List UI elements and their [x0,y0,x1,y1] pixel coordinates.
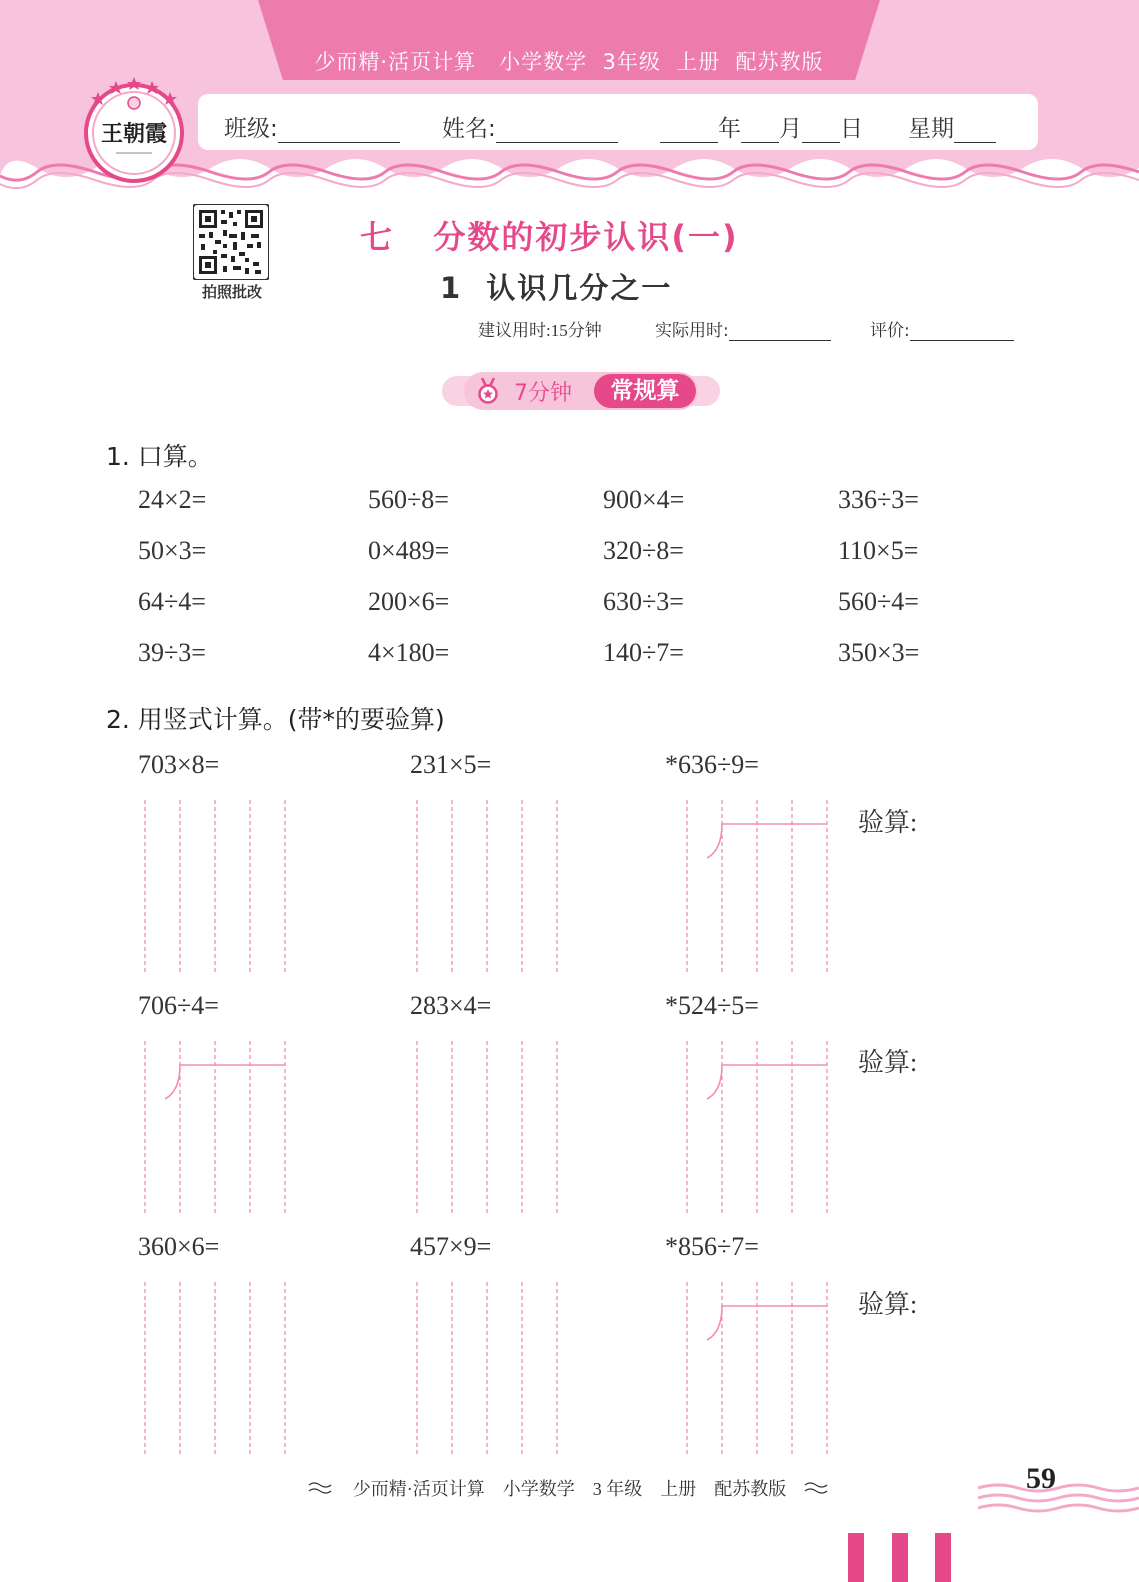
name-field[interactable] [442,110,618,143]
division-grid[interactable] [682,1282,837,1457]
section-pill [442,372,720,410]
qr-caption: 拍照批改 [201,283,262,301]
name-label: 姓名: [442,116,496,142]
wave-icon [804,1480,828,1496]
actual-time-label: 实际用时: [655,321,729,341]
medal-icon [476,378,500,404]
check-label: 验算: [858,808,918,837]
vertical-problem: 703×8= [138,750,220,779]
vertical-problem: 360×6= [138,1232,220,1261]
vertical-problem: 231×5= [410,750,492,779]
actual-time-field[interactable] [655,316,831,341]
vertical-problem: *856÷7= [665,1232,759,1261]
division-grid[interactable] [682,800,837,975]
vertical-problem: 457×9= [410,1232,492,1261]
division-grid[interactable] [682,1041,837,1216]
footer-bar [935,1533,951,1582]
weekday-field[interactable] [908,110,996,143]
answer-grid[interactable] [412,1282,567,1457]
check-label: 验算: [858,1048,918,1077]
qr-code[interactable] [193,204,269,280]
vertical-problem: 706÷4= [138,991,219,1020]
class-label: 班级: [224,116,278,142]
oral-problem: 24×2= [138,485,207,514]
oral-problem: 64÷4= [138,587,206,616]
answer-grid[interactable] [412,800,567,975]
section-tag: 常规算 [594,374,696,408]
oral-problem: 560÷4= [838,587,919,616]
answer-grid[interactable] [140,1282,295,1457]
footer-decoration [978,1478,1139,1518]
oral-problem: 320÷8= [603,536,684,565]
division-grid[interactable] [140,1041,295,1216]
day-label: 日 [840,116,863,142]
oral-problem: 350×3= [838,638,920,667]
class-field[interactable] [224,110,400,143]
date-field[interactable] [660,110,863,143]
footer-bar [848,1533,864,1582]
oral-problem: 4×180= [368,638,450,667]
publisher-logo [80,75,188,183]
oral-problem: 630÷3= [603,587,684,616]
weekday-label: 星期 [908,116,954,142]
footer-text: 少而精·活页计算 小学数学 3 年级 上册 配苏教版 [352,1479,787,1499]
oral-problem: 140÷7= [603,638,684,667]
footer-bar [892,1533,908,1582]
vertical-problem: *524÷5= [665,991,759,1020]
answer-grid[interactable] [412,1041,567,1216]
suggested-time: 建议用时:15分钟 [478,321,602,340]
series-title: 少而精·活页计算 小学数学 3年级 上册 配苏教版 [314,50,824,74]
page-number: 59 [1026,1462,1056,1495]
oral-problem: 50×3= [138,536,207,565]
section-time: 7分钟 [514,381,572,406]
chapter-title: 七 分数的初步认识(一) [360,218,739,256]
vertical-problem: *636÷9= [665,750,759,779]
evaluation-label: 评价: [870,321,910,341]
oral-problem: 560÷8= [368,485,449,514]
vertical-problem: 283×4= [410,991,492,1020]
oral-problem: 200×6= [368,587,450,616]
lesson-title: 1 认识几分之一 [440,271,673,305]
oral-problem: 336÷3= [838,485,919,514]
check-label: 验算: [858,1290,918,1319]
svg-text:王朝霞: 王朝霞 [100,121,168,146]
question-2-heading: 2. 用竖式计算。(带*的要验算) [106,705,445,734]
oral-problem: 900×4= [603,485,685,514]
oral-problem: 39÷3= [138,638,206,667]
evaluation-field[interactable] [870,316,1014,341]
month-label: 月 [779,116,802,142]
oral-problem: 110×5= [838,536,919,565]
oral-problem: 0×489= [368,536,450,565]
question-1-heading: 1. 口算。 [106,442,213,471]
answer-grid[interactable] [140,800,295,975]
year-label: 年 [718,116,741,142]
